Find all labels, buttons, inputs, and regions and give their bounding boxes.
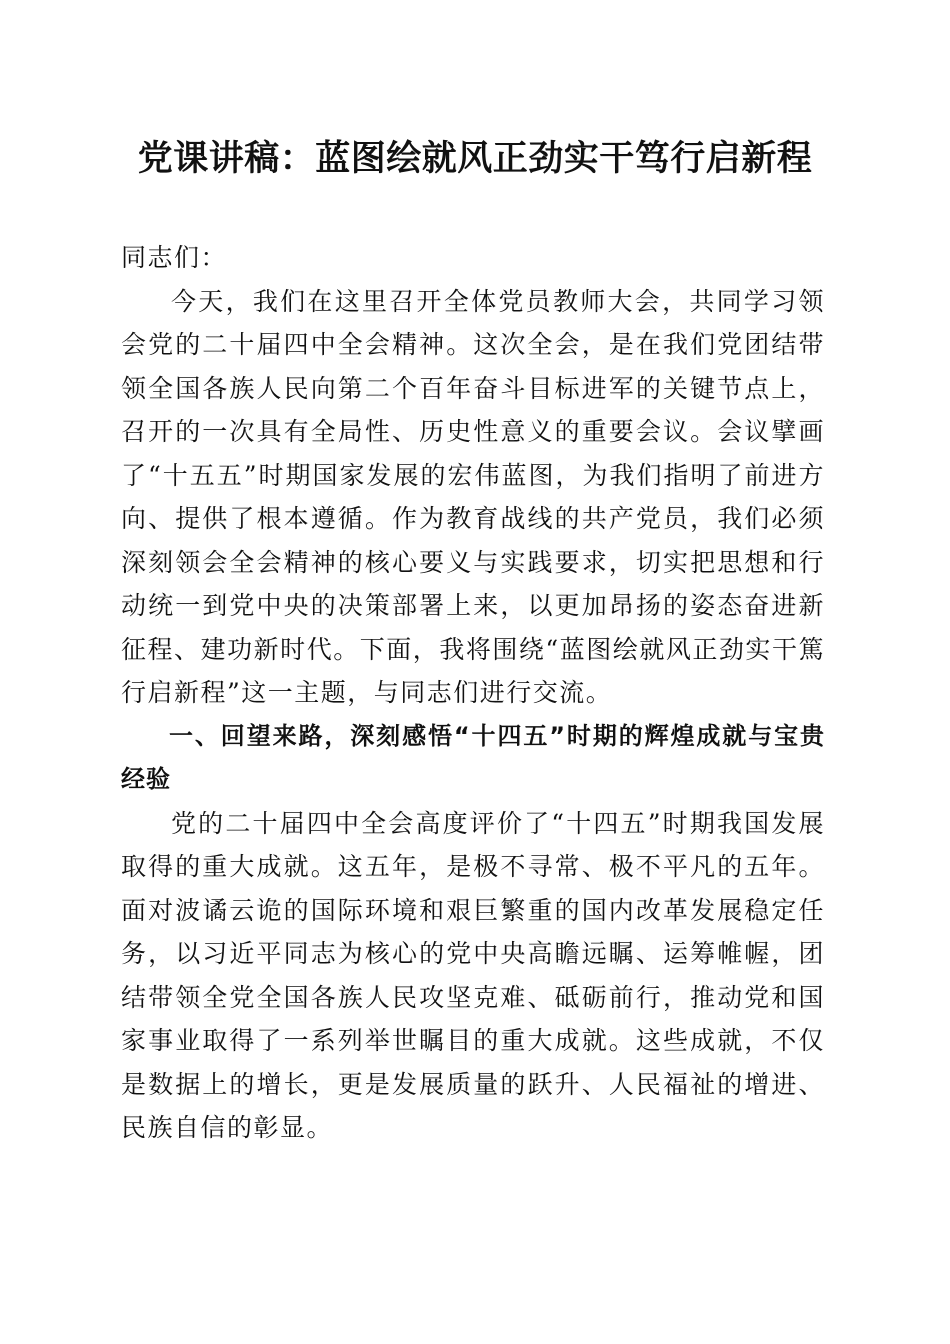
- salutation: 同志们：: [121, 243, 228, 272]
- section-paragraph: 党的二十届四中全会高度评价了“十四五”时期我国发展取得的重大成就。这五年，是极不寻常、极不平凡的五年。面对波谲云诡的国际环境和艰巨繁重的国内改革发展稳定任务，以习近平同志为核心的党中央高瞻远瞩、运筹帷幄，团结带领全党全国各族人民攻坚克难、砥砺前行，推动党和国家事业取得了一系列举世瞩目的重大成就。这些成就，不仅是数据上的增长，更是发展质量的跃升、人民福祉的增进、民族自信的彰显。: [121, 808, 825, 1142]
- intro-paragraph: 今天，我们在这里召开全体党员教师大会，共同学习领会党的二十届四中全会精神。这次全会，是在我们党团结带领全国各族人民向第二个百年奋斗目标进军的关键节点上，召开的一次具有全局性、历史性意义的重要会议。会议擘画了“十五五”时期国家发展的宏伟蓝图，为我们指明了前进方向、提供了根本遵循。作为教育战线的共产党员，我们必须深刻领会全会精神的核心要义与实践要求，切实把思想和行动统一到党中央的决策部署上来，以更加昂扬的姿态奋进新征程、建功新时代。下面，我将围绕“蓝图绘就风正劲实干篤行启新程”这一主题，与同志们进行交流。: [121, 286, 825, 707]
- document-title: 党课讲稿：蓝图绘就风正劲实干笃行启新程: [137, 138, 813, 179]
- document-body: [121, 236, 825, 1150]
- section-heading: 一、回望来路，深刻感悟“十四五”时期的辉煌成就与宝贵经验: [121, 721, 825, 793]
